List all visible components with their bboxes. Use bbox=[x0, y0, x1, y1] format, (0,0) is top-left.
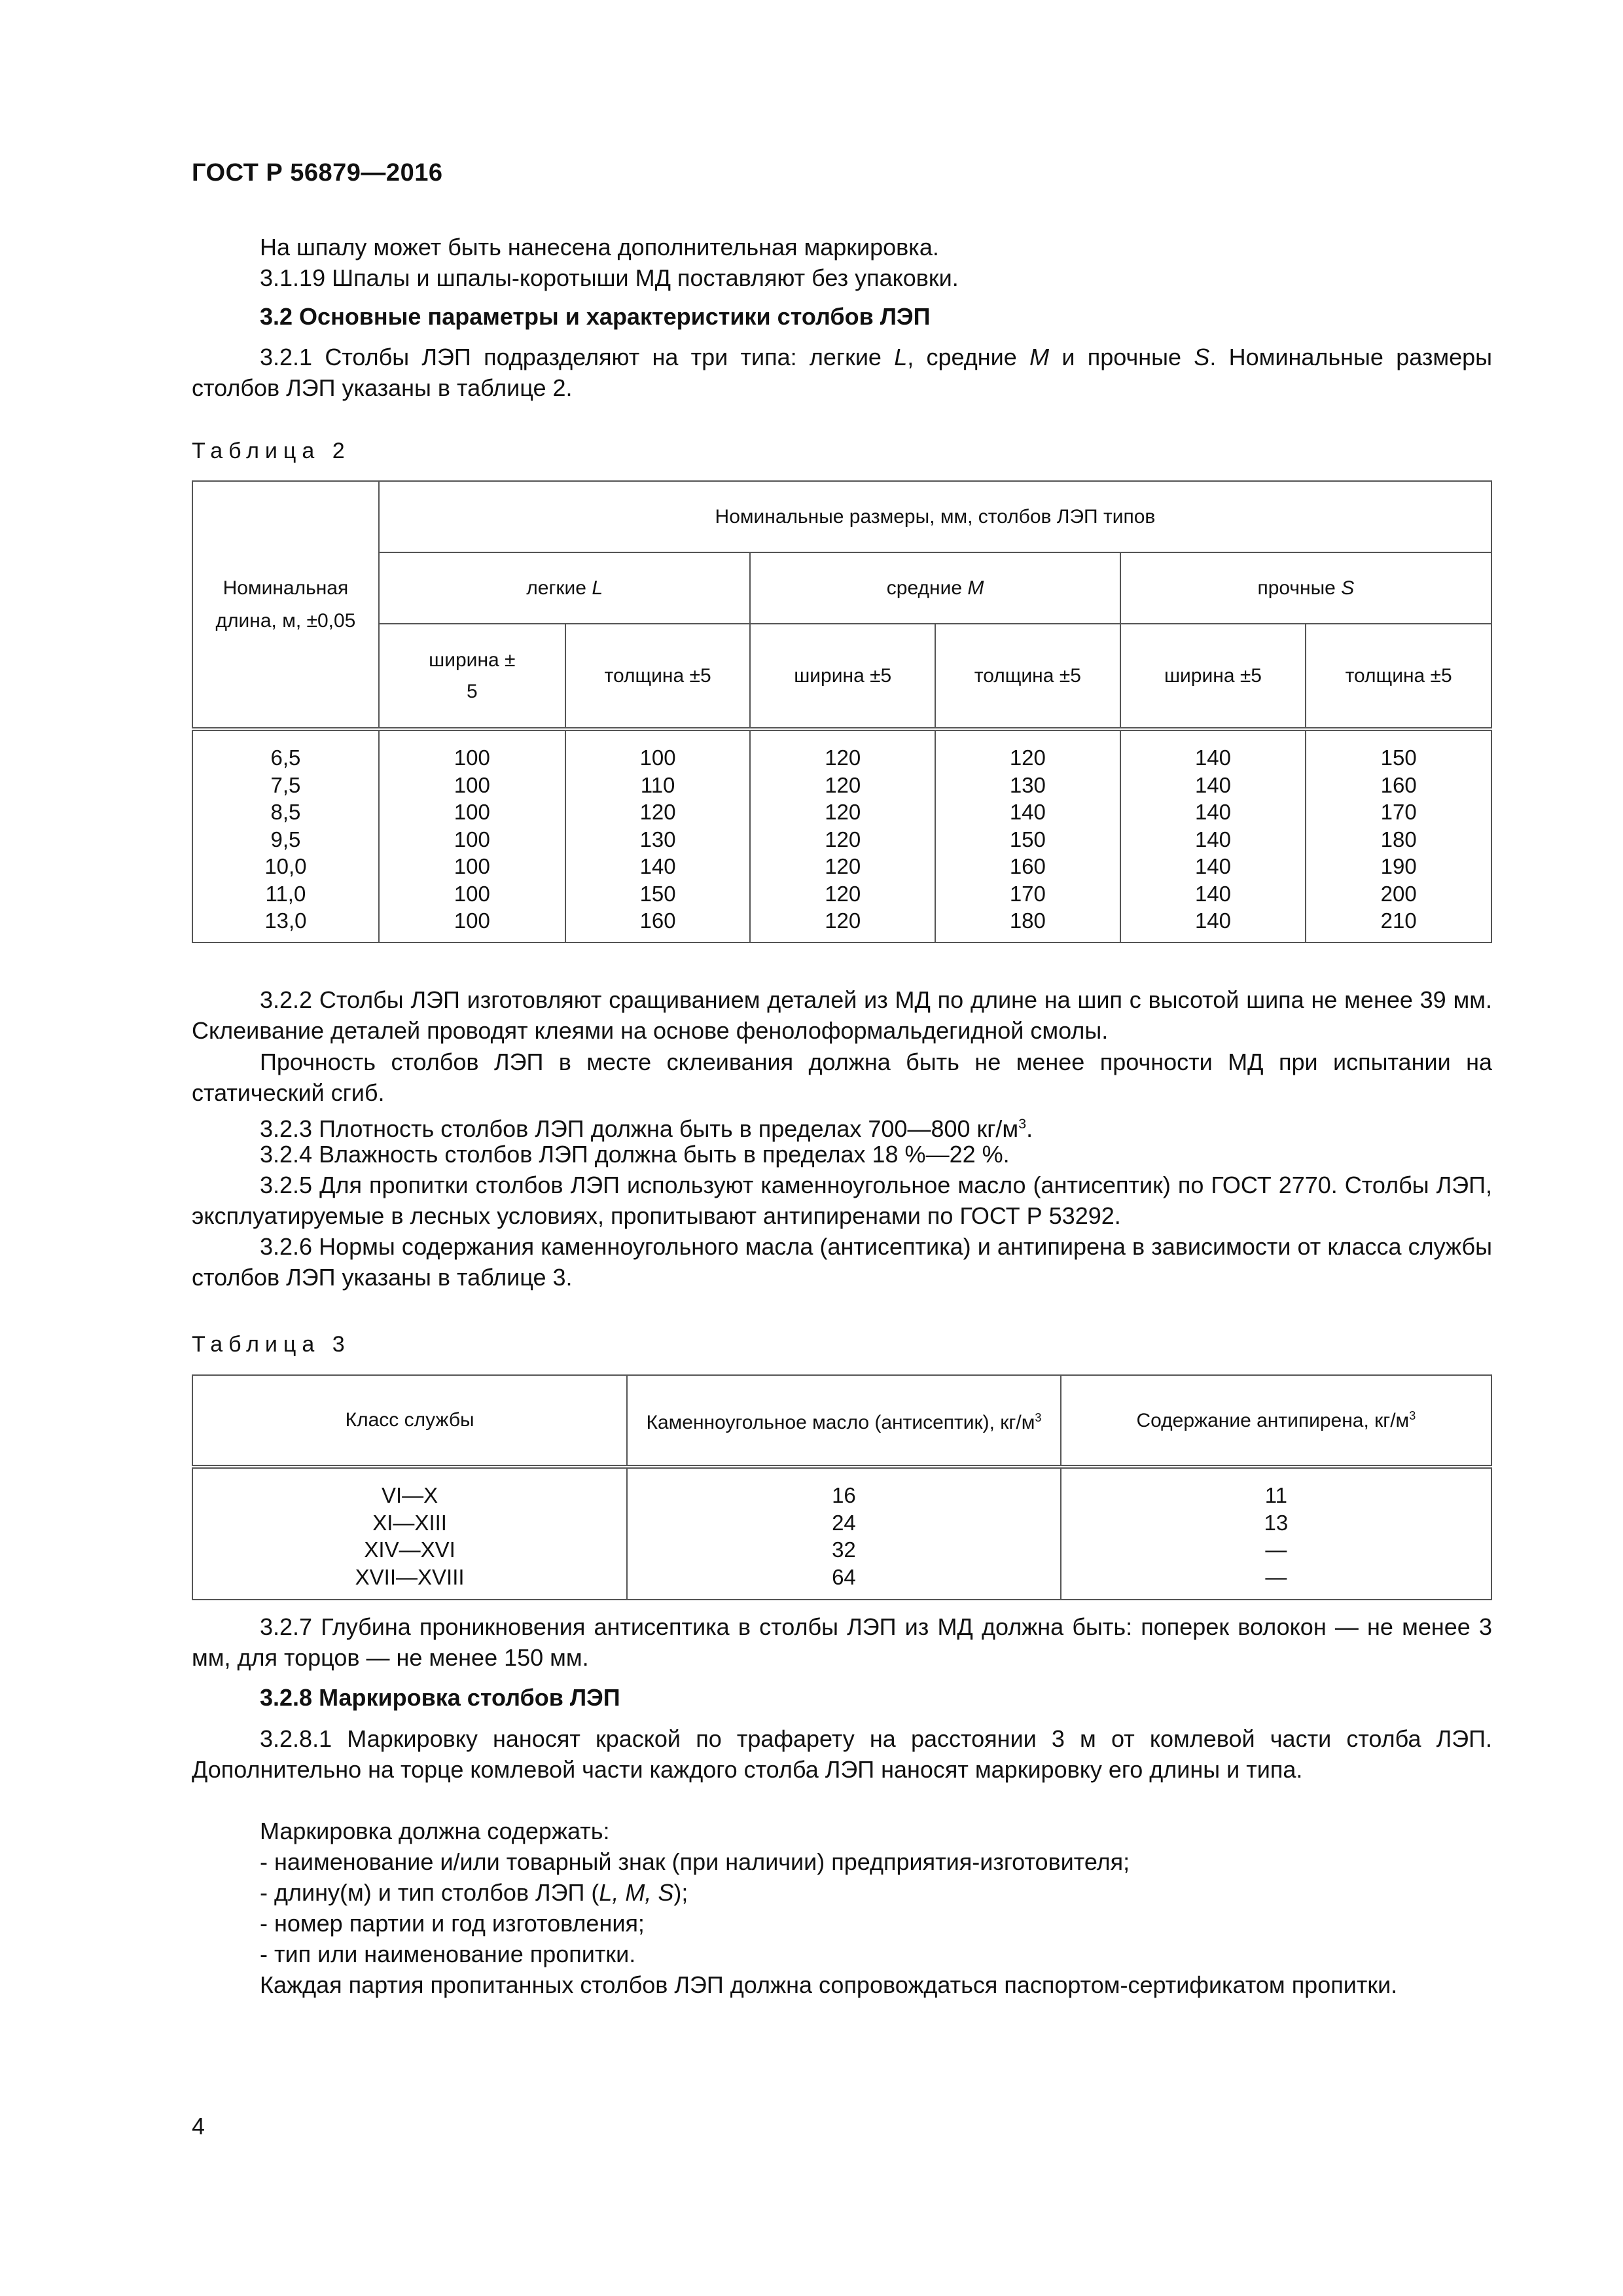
type-light-header: легкие L bbox=[379, 552, 751, 624]
oil-header: Каменноугольное масло (антисептик), $кг/м^3$ bbox=[627, 1375, 1060, 1467]
table-3-caption: Таблица 3 bbox=[192, 1332, 351, 1357]
sub-header: ширина ±5 bbox=[1120, 624, 1306, 729]
data-column: 100 110 120 130 140 150 160 bbox=[565, 729, 751, 942]
paragraph: 3.1.19 Шпалы и шпалы-коротыши МД поставляют без упаковки. bbox=[260, 264, 959, 291]
paragraph-3-2-5: 3.2.5 Для пропитки столбов ЛЭП используют каменноугольное масло (антисептик) по ГОСТ 2770. Столбы ЛЭП, эксплуатируемые в лесных условиях, пропитывают антипиренами по ГОСТ Р 53292. bbox=[192, 1172, 1492, 1229]
table-2-group-header: Номинальные размеры, мм, столбов ЛЭП типов bbox=[379, 481, 1491, 552]
type-strong-header: прочные S bbox=[1120, 552, 1491, 624]
paragraph: Маркировка должна содержать: bbox=[260, 1818, 610, 1844]
sub-header: толщина ±5 bbox=[565, 624, 751, 729]
section-heading: 3.2 Основные параметры и характеристики столбов ЛЭП bbox=[260, 303, 931, 330]
paragraph-3-2-6: 3.2.6 Нормы содержания каменноугольного масла (антисептика) и антипирена в зависимости от класса службы столбов ЛЭП указаны в таблице 3. bbox=[192, 1233, 1492, 1291]
sub-header: ширина ±5 bbox=[750, 624, 935, 729]
table-2-length-header: Номинальная длина, м, ±0,05 bbox=[192, 481, 379, 729]
section-heading: 3.2.8 Маркировка столбов ЛЭП bbox=[260, 1684, 620, 1711]
data-column: 100 100 100 100 100 100 100 bbox=[379, 729, 565, 942]
list-item: - наименование и/или товарный знак (при наличии) предприятия-изготовителя; bbox=[260, 1848, 1130, 1875]
paragraph: Прочность столбов ЛЭП в месте склеивания должна быть не менее прочности МД при испытании на статический сгиб. bbox=[192, 1049, 1492, 1106]
oil-column: 16 24 32 64 bbox=[627, 1467, 1060, 1600]
data-column: 120 120 120 120 120 120 120 bbox=[750, 729, 935, 942]
sub-header: ширина ± 5 bbox=[379, 624, 565, 729]
data-column: 140 140 140 140 140 140 140 bbox=[1120, 729, 1306, 942]
type-medium-header: средние M bbox=[750, 552, 1120, 624]
length-column: 6,5 7,5 8,5 9,5 10,0 11,0 13,0 bbox=[192, 729, 379, 942]
paragraph: Каждая партия пропитанных столбов ЛЭП должна сопровождаться паспортом-сертификатом пропитки. bbox=[260, 1971, 1398, 1998]
list-item: - длину(м) и тип столбов ЛЭП (L, M, S); bbox=[260, 1879, 688, 1906]
paragraph-3-2-4: 3.2.4 Влажность столбов ЛЭП должна быть в пределах 18 %—22 %. bbox=[260, 1141, 1010, 1168]
data-column: 150 160 170 180 190 200 210 bbox=[1306, 729, 1491, 942]
data-column: 120 130 140 150 160 170 180 bbox=[935, 729, 1120, 942]
class-header: Класс службы bbox=[192, 1375, 627, 1467]
paragraph-3-2-8-1: 3.2.8.1 Маркировку наносят краской по трафарету на расстоянии 3 м от комлевой части столба ЛЭП. Дополнительно на торце комлевой части каждого столба ЛЭП наносят маркировку его длины и типа. bbox=[192, 1725, 1492, 1783]
fire-header: Содержание антипирена, $кг/м^3$ bbox=[1061, 1375, 1491, 1467]
table-3 bbox=[192, 1374, 1492, 1600]
table-2 bbox=[192, 480, 1492, 943]
paragraph-3-2-3: 3.2.3 Плотность столбов ЛЭП должна быть в пределах 700—800 $кг/м^3$. bbox=[260, 1115, 1033, 1142]
sub-header: толщина ±5 bbox=[935, 624, 1120, 729]
paragraph-3-2-2: 3.2.2 Столбы ЛЭП изготовляют сращиванием деталей из МД по длине на шип с высотой шипа не менее 39 мм. Склеивание деталей проводят клеями на основе фенолоформальдегидной смолы. bbox=[192, 986, 1492, 1044]
table-2-caption: Таблица 2 bbox=[192, 439, 351, 463]
class-column: VI—X XI—XIII XIV—XVI XVII—XVIII bbox=[192, 1467, 627, 1600]
document-header: ГОСТ Р 56879—2016 bbox=[192, 159, 443, 187]
sub-header: толщина ±5 bbox=[1306, 624, 1491, 729]
paragraph-3-2-1: 3.2.1 Столбы ЛЭП подразделяют на три типа: легкие L, средние M и прочные S. Номинальные размеры столбов ЛЭП указаны в таблице 2. bbox=[192, 344, 1493, 401]
page-number: 4 bbox=[192, 2113, 205, 2140]
list-item: - номер партии и год изготовления; bbox=[260, 1910, 645, 1937]
paragraph-3-2-7: 3.2.7 Глубина проникновения антисептика в столбы ЛЭП из МД должна быть: поперек волокон — не менее 3 мм, для торцов — не менее 150 мм. bbox=[192, 1613, 1492, 1671]
fire-column: 11 13 — — bbox=[1061, 1467, 1491, 1600]
list-item: - тип или наименование пропитки. bbox=[260, 1941, 636, 1967]
paragraph: На шпалу может быть нанесена дополнительная маркировка. bbox=[260, 234, 939, 260]
